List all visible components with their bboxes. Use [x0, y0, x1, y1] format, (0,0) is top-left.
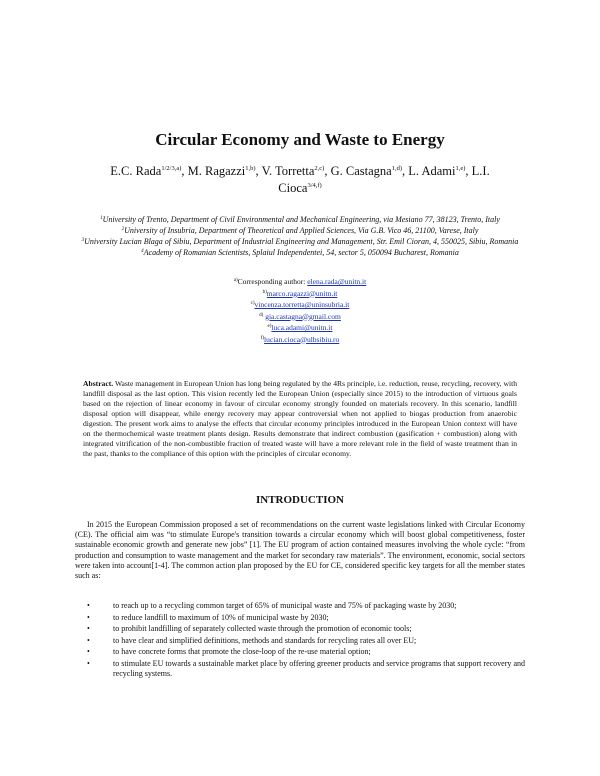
author: G. Castagna	[330, 164, 392, 178]
affiliation-text: University of Trento, Department of Civil Environmental and Mechanical Engineering, via Mesiano 77, 38123, Trento, Italy	[102, 215, 500, 224]
email-line	[0, 311, 600, 323]
bullet-icon: •	[87, 601, 90, 610]
bullet-icon: •	[87, 658, 90, 668]
author: Cioca	[278, 181, 308, 195]
author-affil-sup: 3/4,f)	[307, 182, 322, 189]
author-separator: , L.I.	[465, 164, 490, 178]
bullet-icon: •	[87, 612, 90, 622]
author-affil-sup: 1,b)	[245, 165, 256, 172]
list-item-text: to have clear and simplified definitions, methods and standards for recycling rates all over EU;	[113, 635, 417, 645]
affiliation	[70, 247, 530, 258]
author: E.C. Rada	[110, 164, 162, 178]
email-link[interactable]: marco.ragazzi@unitn.it	[266, 288, 338, 298]
author-affil-sup: 2,c)	[314, 165, 325, 172]
author-separator: ,	[255, 164, 262, 178]
affiliation-number: 3	[81, 238, 85, 243]
author: L. Adami	[408, 164, 456, 178]
email-marker: c)	[250, 301, 255, 306]
author-affil-sup: 1,d)	[391, 165, 402, 172]
email-marker: f)	[260, 335, 265, 341]
email-link[interactable]: vincenza.torretta@uninsubria.it	[254, 300, 350, 309]
affiliation-number: 2	[121, 227, 125, 232]
affiliation-number: 4	[141, 249, 144, 254]
email-marker: a)	[233, 278, 238, 283]
abstract-text: Waste management in European Union has long being regulated by the 4Rs principle, i.e. reduction, reuse, recycling, recovery, with landfill disposal as the last option. This vision recently led the European Union (especially since 2015) to the introduction of virtuous goals based on the rejection of linear economy in favour of circular economy strongly founded on materials recovery. In this scenario, landfill disposal option will disappear, while energy recovery may appear controversial when not applied to biogas production from anaerobic digestion. The present work aims to analyse the effects that circular economy principles introduced in the European Union context will have on the thermochemical waste treatment plants design. Results demonstrate that indirect combustion (gasification + combustion) along with integrated vitrification of the non-combustible fraction of treated waste will have a more relevant role in the field of waste treatment than in the past, thanks to the compliance of this option with the principles of circular economy.	[83, 379, 518, 458]
list-item-text: to stimulate EU towards a sustainable market place by offering greener products and service programs that support recovery and recycling systems.	[113, 658, 525, 679]
email-link[interactable]: elena.rada@unitn.it	[307, 277, 367, 286]
bullet-icon: •	[87, 647, 90, 657]
list-item	[75, 613, 525, 623]
affiliation-text: University Lucian Blaga of Sibiu, Department of Industrial Engineering and Management, Str. Emil Cioran, 4, 550025, Sibiu, Romania	[84, 237, 519, 246]
affiliation-list	[70, 214, 530, 258]
email-line	[0, 299, 600, 311]
email-link[interactable]: luca.adami@unitn.it	[271, 323, 333, 332]
author-separator: ,	[181, 164, 188, 178]
paper-title: Circular Economy and Waste to Energy	[155, 130, 445, 149]
author-separator: ,	[324, 164, 331, 178]
intro-paragraph: In 2015 the European Commission proposed a set of recommendations on the current waste legislations linked with Circular Economy (CE). The official aim was “to stimulate Europe's transition towards a circular economy which will boost global competitiveness, foster sustainable economic growth and generate new jobs” [1]. The EU program of action contained measures involving the whole cycle: “from production and consumption to waste management and the market for secondary raw materials”. The environment, economic, social sectors were taken into account[1-4]. The common action plan proposed by the EU for CE, considered specific key targets for all the member states such as:	[75, 520, 525, 581]
list-item	[75, 659, 525, 680]
affiliation-text: Academy of Romanian Scientists, Splaiul Independentei, 54, sector 5, 050094 Bucharest, Romania	[143, 248, 459, 257]
author-affil-sup: 1,e)	[455, 165, 466, 172]
email-marker: e)	[267, 324, 272, 329]
author: V. Torretta	[261, 164, 315, 178]
email-line	[0, 288, 600, 300]
affiliation	[70, 236, 530, 247]
abstract-label: Abstract.	[83, 379, 114, 388]
email-line	[0, 276, 600, 288]
list-item	[75, 601, 525, 611]
abstract	[83, 379, 517, 459]
section-heading-introduction: INTRODUCTION	[255, 494, 344, 506]
author-affil-sup: 1/2/3,a)	[161, 165, 182, 172]
email-line	[0, 322, 600, 334]
list-item	[75, 624, 525, 634]
list-item-text: to reach up to a recycling common target of 65% of municipal waste and 75% of packaging waste by 2030;	[113, 601, 457, 610]
author: M. Ragazzi	[187, 164, 246, 178]
email-line	[0, 334, 600, 346]
bullet-icon: •	[87, 624, 90, 634]
bullet-icon: •	[87, 635, 90, 645]
affiliation-text: University of Insubria, Department of Theoretical and Applied Sciences, Via G.B. Vico 46, 21100, Varese, Italy	[124, 226, 479, 235]
email-link[interactable]: lucian.cioca@ulbsibiu.ro	[264, 334, 340, 344]
list-item-text: to have concrete forms that promote the close-loop of the re-use material option;	[113, 647, 371, 657]
author-separator: ,	[402, 164, 409, 178]
list-item-text: to reduce landfill to maximum of 10% of municipal waste by 2030;	[113, 612, 329, 622]
email-marker: d)	[259, 312, 264, 318]
affiliation-number: 1	[100, 216, 103, 221]
list-item	[75, 636, 525, 646]
email-list	[0, 276, 600, 345]
email-prefix: Corresponding author:	[237, 277, 308, 286]
list-item	[75, 647, 525, 657]
list-item-text: to prohibit landfilling of separately collected waste through the promotion of economic tools;	[113, 624, 412, 634]
target-list	[75, 601, 525, 681]
affiliation	[70, 214, 530, 225]
email-link[interactable]: gia.castagna@gmail.com	[265, 311, 341, 321]
affiliation	[70, 225, 530, 236]
email-marker: b)	[262, 289, 267, 295]
author-list	[80, 163, 520, 197]
